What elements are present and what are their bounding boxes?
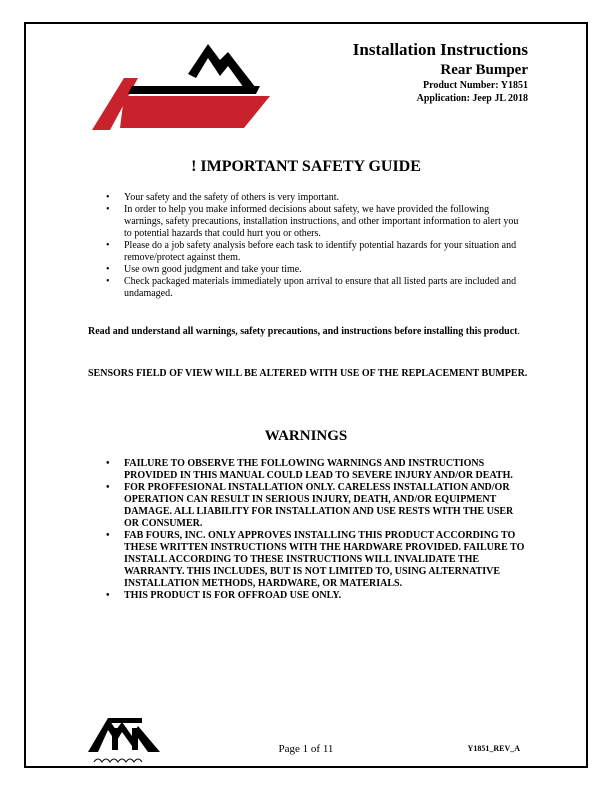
bullet-icon: •: [106, 276, 110, 287]
list-item: [106, 240, 526, 264]
list-item-text: THIS PRODUCT IS FOR OFFROAD USE ONLY.: [124, 590, 342, 601]
bullet-icon: •: [106, 482, 110, 493]
list-item-text: Your safety and the safety of others is very important.: [124, 192, 340, 203]
bullet-icon: •: [106, 204, 110, 215]
bullet-icon: •: [106, 590, 110, 601]
bullet-icon: •: [106, 240, 110, 251]
product-number: Product Number: Y1851: [423, 80, 528, 91]
document-title: Installation Instructions: [352, 40, 528, 59]
safety-list: [106, 192, 526, 300]
sensors-notice: SENSORS FIELD OF VIEW WILL BE ALTERED WITH USE OF THE REPLACEMENT BUMPER.: [88, 368, 528, 379]
list-item: [106, 264, 526, 276]
list-item-text: Use own good judgment and take your time.: [124, 264, 302, 275]
warnings-heading: WARNINGS: [264, 428, 348, 444]
warnings-list: [106, 458, 530, 602]
list-item: [106, 204, 526, 240]
bullet-icon: •: [106, 192, 110, 203]
read-notice-period: .: [517, 326, 521, 337]
document-subtitle: Rear Bumper: [440, 62, 528, 78]
list-item-text: FAB FOURS, INC. ONLY APPROVES INSTALLING THIS PRODUCT ACCORDING TO THESE WRITTEN INSTRUCTIONS WITH THE HARDWARE PROVIDED. FAILURE TO INSTALL ACCORDING TO THESE INSTRUCTIONS WILL INVALIDATE THE WARRANTY. THIS INCLUDES, BUT IS NOT LIMITED TO, USING ALTERNATIVE INSTALLATION METHODS, HARDWARE, OR MATERIALS.: [124, 530, 525, 589]
bullet-icon: •: [106, 264, 110, 275]
fab-fours-logo-icon: [84, 30, 274, 134]
page-number: Page 1 of 11: [278, 743, 334, 755]
list-item-text: In order to help you make informed decisions about safety, we have provided the following warnings, safety precautions, installation instructions, and other important information to alert you to potential hazards that could hurt you or others.: [124, 204, 519, 239]
list-item: [106, 482, 530, 530]
list-item-text: Check packaged materials immediately upon arrival to ensure that all listed parts are included and undamaged.: [124, 276, 517, 299]
safety-guide-heading: ! IMPORTANT SAFETY GUIDE: [191, 158, 421, 175]
bullet-icon: •: [106, 530, 110, 541]
revision-code: Y1851_REV_A: [467, 744, 520, 753]
list-item-text: FOR PROFFESIONAL INSTALLATION ONLY. CARELESS INSTALLATION AND/OR OPERATION CAN RESULT IN SERIOUS INJURY, DEATH, AND/OR EQUIPMENT DAMAGE. ALL LIABILITY FOR INSTALLATION AND USE RESTS WITH THE USER OR CONSUMER.: [124, 482, 514, 529]
fab-fours-inc-footer-logo-icon: [86, 712, 166, 764]
list-item: [106, 590, 530, 602]
list-item-text: Please do a job safety analysis before each task to identify potential hazards for your situation and remove/protect against them.: [124, 240, 517, 263]
list-item: [106, 458, 530, 482]
list-item: [106, 192, 526, 204]
list-item-text: FAILURE TO OBSERVE THE FOLLOWING WARNINGS AND INSTRUCTIONS PROVIDED IN THIS MANUAL COULD LEAD TO SEVERE INJURY AND/OR DEATH.: [124, 458, 513, 481]
read-instructions-notice: [88, 326, 528, 338]
document-header: [353, 40, 528, 105]
list-item: [106, 530, 530, 590]
bullet-icon: •: [106, 458, 110, 469]
list-item: [106, 276, 526, 300]
read-notice-text: Read and understand all warnings, safety precautions, and instructions before installing this product: [88, 326, 518, 337]
application: Application: Jeep JL 2018: [416, 93, 528, 104]
